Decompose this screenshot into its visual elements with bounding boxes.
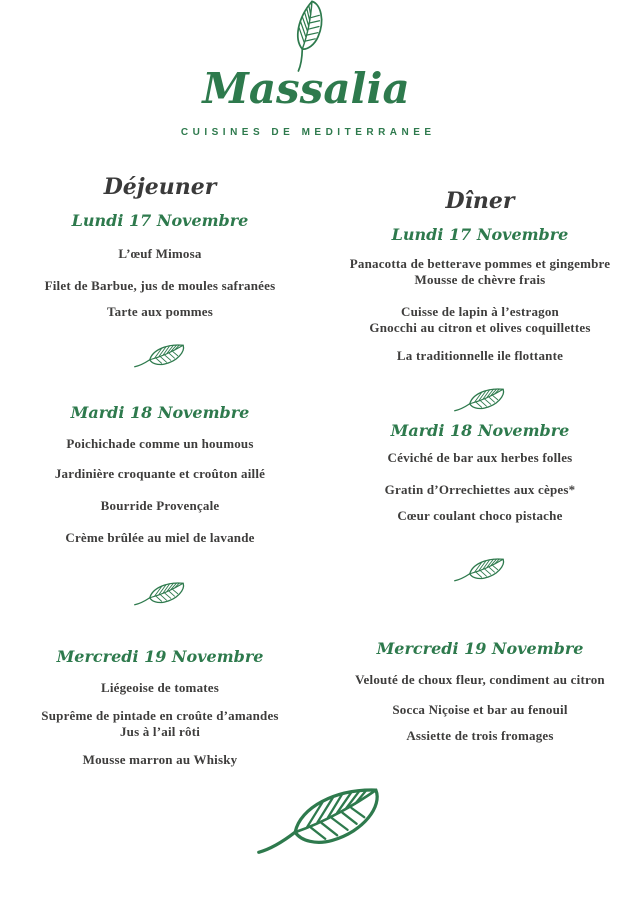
leaf-divider-icon: [320, 556, 640, 584]
dish-line: Liégeoise de tomates: [100, 680, 220, 695]
dish-line: Panacotta de betterave pommes et gingembre: [349, 256, 611, 271]
dish-line: Crème brûlée au miel de lavande: [65, 530, 255, 545]
dish-group: [0, 708, 320, 740]
column-title-dejeuner: Déjeuner: [103, 174, 217, 200]
brand-name: Massalia: [202, 64, 410, 113]
dish-line: Céviché de bar aux herbes folles: [387, 450, 573, 465]
day-date-lundi: Lundi 17 Novembre: [391, 225, 569, 244]
dish-line: Gnocchi au citron et olives coquillettes: [369, 320, 591, 335]
dish-line: Socca Niçoise et bar au fenouil: [392, 702, 568, 717]
dish-line: Gratin d’Orrechiettes aux cèpes*: [384, 482, 576, 497]
dish-group: [0, 304, 320, 320]
dish-line: Cœur coulant choco pistache: [397, 508, 563, 523]
leaf-divider-icon: [320, 386, 640, 414]
dish-group: [320, 256, 640, 288]
day-date-mardi: Mardi 18 Novembre: [70, 403, 250, 422]
dish-line: Jardinière croquante et croûton aillé: [54, 466, 266, 481]
day-date-mardi: Mardi 18 Novembre: [390, 421, 570, 440]
column-title-diner: Dîner: [445, 188, 515, 214]
dish-line: Assiette de trois fromages: [406, 728, 554, 743]
day-date-mercredi: Mercredi 19 Novembre: [56, 647, 264, 666]
dish-line: Mousse de chèvre frais: [414, 272, 546, 287]
dish-group: [0, 530, 320, 546]
dish-group: [0, 752, 320, 768]
dish-group: [320, 672, 640, 688]
dish-group: [0, 466, 320, 482]
dish-line: L’œuf Mimosa: [118, 246, 202, 261]
dish-group: [0, 680, 320, 696]
column-dejeuner: [0, 0, 320, 768]
footer-leaf-icon: [252, 786, 388, 856]
leaf-divider-icon: [0, 342, 320, 370]
dish-line: Bourride Provençale: [100, 498, 220, 513]
dish-line: Suprême de pintade en croûte d’amandes: [41, 708, 279, 723]
dish-group: [0, 278, 320, 294]
dish-line: Velouté de choux fleur, condiment au citron: [355, 672, 605, 687]
dish-line: Filet de Barbue, jus de moules safranées: [44, 278, 276, 293]
dish-group: [320, 450, 640, 466]
leaf-divider-icon: [0, 580, 320, 608]
dish-group: [320, 728, 640, 744]
dish-line: Tarte aux pommes: [107, 304, 213, 319]
dish-group: [0, 246, 320, 262]
dish-group: [320, 702, 640, 718]
dish-line: Mousse marron au Whisky: [82, 752, 238, 767]
dish-group: [0, 436, 320, 452]
dish-group: [320, 348, 640, 364]
dish-line: Jus à l’ail rôti: [119, 724, 201, 739]
dish-group: [320, 482, 640, 498]
brand-tagline: CUISINES DE MEDITERRANEE: [180, 127, 436, 138]
day-date-lundi: Lundi 17 Novembre: [71, 211, 249, 230]
dish-line: Poichichade comme un houmous: [66, 436, 254, 451]
day-date-mercredi: Mercredi 19 Novembre: [376, 639, 584, 658]
dish-line: Cuisse de lapin à l’estragon: [400, 304, 559, 319]
dish-group: [0, 498, 320, 514]
dish-group: [320, 304, 640, 336]
dish-group: [320, 508, 640, 524]
dish-line: La traditionnelle ile flottante: [396, 348, 564, 363]
column-diner: [320, 0, 640, 744]
